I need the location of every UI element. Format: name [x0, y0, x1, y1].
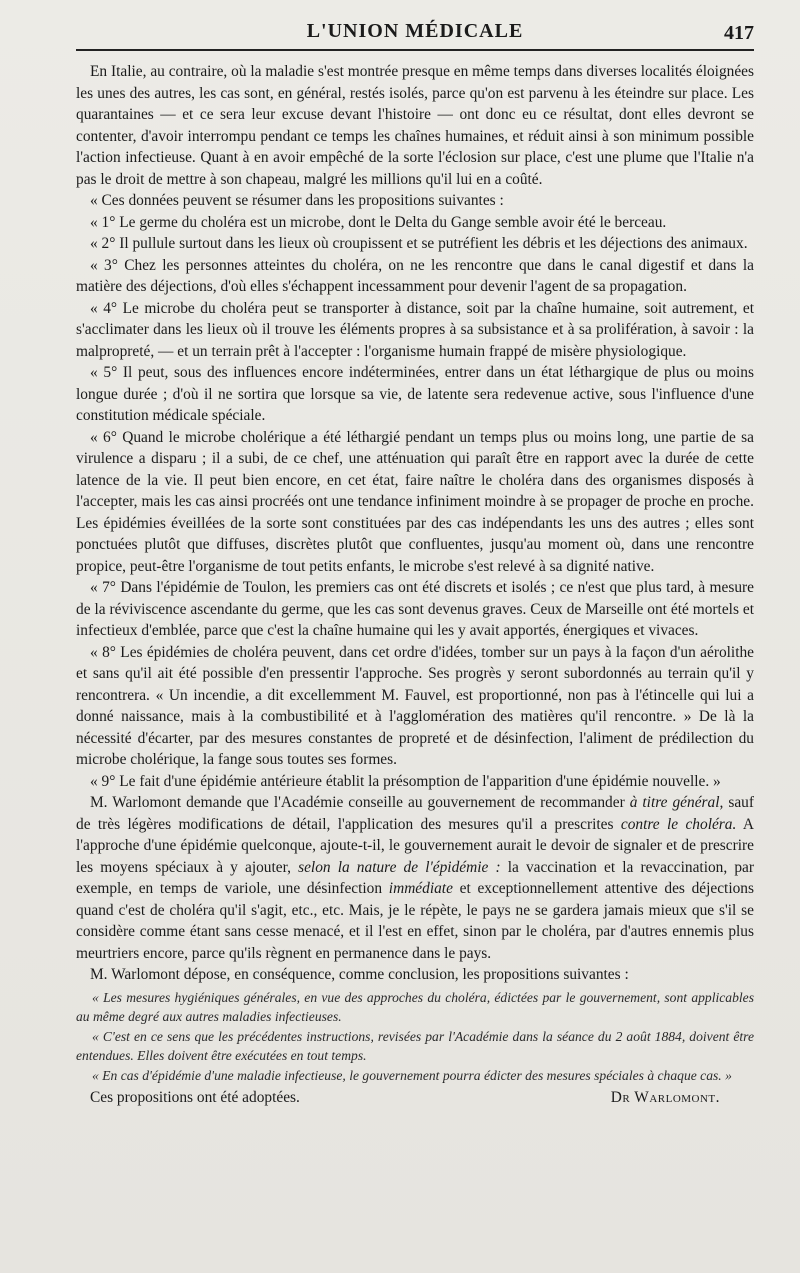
page-number: 417 — [724, 22, 754, 44]
warlomont-request: M. Warlomont demande que l'Académie conseille au gouvernement de recommander à titre général, sauf de très légères modifications de détail, l'application des mesures qu'il a prescrites contre le choléra. A l'approche d'une épidémie quelconque, ajoute-t-il, le gouvernement aurait le devoir de signaler et de prescrire les moyens spéciaux à y ajouter, selon la nature de l'épidémie : la vaccination et la revaccination, par exemple, en temps de variole, une désinfection immédiate et exceptionnellement attentive des déjections quand c'est de choléra qu'il s'agit, etc., etc. Mais, je le répète, le pays ne se gardera jamais mieux que s'il se considère comme étant sans cesse menacé, et il l'est en effet, sinon par le choléra, par d'autres ennemis plus meurtriers encore, parce qu'ils règnent en permanence dans le pays. — [76, 794, 754, 962]
recommendation-2: « C'est en ce sens que les précédentes instructions, revisées par l'Académie dans la séance du 2 août 1884, doivent être entendues. Elles doivent être exécutées en tout temps. — [76, 1028, 754, 1063]
proposition-5: « 5° Il peut, sous des influences encore indéterminées, entrer dans un état léthargique de plus ou moins longue durée ; d'où il ne sortira que lorsque sa vie, de latente sera redevenue active, sous l'influence d'une constitution médicale spéciale. — [76, 364, 754, 424]
recommendations-block — [76, 988, 754, 1086]
journal-title: L'UNION MÉDICALE — [306, 20, 524, 42]
article-body — [76, 61, 754, 986]
header-rule — [76, 49, 754, 51]
paragraph-intro: En Italie, au contraire, où la maladie s'est montrée presque en même temps dans diverses localités éloignées les unes des autres, les cas sont, en général, restés isolés, parce qu'on est parvenu à les éteindre sur place. Les quarantaines — et ce sera leur excuse devant l'histoire — ont donc eu ce résultat, dont elles devront se contenter, d'avoir interrompu pendant ce temps les chaînes humaines, et réduit ainsi à son minimum possible l'action infectieuse. Quant à en avoir empêché de la sorte l'éclosion sur place, c'est une plume que l'Italie n'a pas le droit de mettre à son chapeau, malgré les millions qu'il lui en a coûté. — [76, 63, 754, 188]
proposition-3: « 3° Chez les personnes atteintes du choléra, on ne les rencontre que dans le canal digestif et dans la matière des déjections, d'où elles s'échappent incessamment pour devenir l'agent de sa propagation. — [76, 256, 754, 295]
recommendation-1: « Les mesures hygiéniques générales, en vue des approches du choléra, édictées par le gouvernement, sont applicables au même degré aux autres maladies infectieuses. — [76, 989, 754, 1024]
closing-line — [76, 1087, 754, 1109]
proposition-9: « 9° Le fait d'une épidémie antérieure établit la présomption de l'apparition d'une épidémie nouvelle. » — [90, 772, 721, 790]
running-head — [76, 0, 754, 46]
proposition-8: « 8° Les épidémies de choléra peuvent, dans cet ordre d'idées, tomber sur un pays à la façon d'un aérolithe et sans qu'il ait été possible d'en pressentir l'approche. Ses progrès y seront subordonnés au terrain qu'il y rencontrera. « Un incendie, a dit excellemment M. Fauvel, est proportionné, non pas à l'étincelle qui lui a donné naissance, mais à la combustibilité et à l'agglomération des matières qu'il rencontre. » De là la nécessité d'écarter, par des mesures constantes de propreté et de désinfection, l'aliment de prédilection du microbe cholérique, la fange sous toutes ses formes. — [76, 643, 754, 768]
proposition-4: « 4° Le microbe du choléra peut se transporter à distance, soit par la chaîne humaine, soit autrement, et s'acclimater dans les lieux où il trouve les éléments propres à sa subsistance et à sa prolifération, à savoir : la malpropreté, — et un terrain prêt à l'accepter : l'organisme humain frappé de misère physiologique. — [76, 299, 754, 360]
recommendation-3: « En cas d'épidémie d'une maladie infectieuse, le gouvernement pourra édicter des mesures spéciales à chaque cas. » — [92, 1067, 732, 1083]
warlomont-conclusion-lead: M. Warlomont dépose, en conséquence, comme conclusion, les propositions suivantes : — [90, 966, 629, 983]
paragraph-summary-lead: « Ces données peuvent se résumer dans les propositions suivantes : — [90, 192, 504, 209]
proposition-6: « 6° Quand le microbe cholérique a été léthargié pendant un temps plus ou moins long, une partie de sa virulence a disparu ; il a subi, de ce chef, une atténuation qui paraît être en rapport avec la durée de cette latence de la vie. Il peut bien encore, en cet état, faire naître le choléra dans des organismes disposés à l'accepter, mais les cas ainsi procréés ont une tendance infiniment moindre à se propager de proche en proche. Les épidémies éveillées de la sorte sont constituées par des cas indépendants les uns des autres ; elles sont ponctuées plutôt que diffuses, discrètes plutôt que confluentes, jusqu'au moment où, dans une rencontre propice, peut-être l'organisme de tout petits enfants, le microbe s'est relevé à sa dignité native. — [76, 428, 754, 575]
proposition-7: « 7° Dans l'épidémie de Toulon, les premiers cas ont été discrets et isolés ; ce n'est que plus tard, à mesure de la réviviscence ascendante du germe, que les cas sont devenus graves. Ceux de Marseille ont été mortels et infectieux d'emblée, parce que c'est la chaîne humaine qui les y avait apportés, énergiques et vivaces. — [76, 579, 754, 639]
proposition-2: « 2° Il pullule surtout dans les lieux où croupissent et se putréfient les débris et les déjections des animaux. — [90, 235, 748, 252]
adoption-note: Ces propositions ont été adoptées. — [90, 1089, 300, 1106]
signature: Dr Warlomont. — [610, 1089, 720, 1106]
proposition-1: « 1° Le germe du choléra est un microbe, dont le Delta du Gange semble avoir été le berceau. — [90, 213, 667, 231]
